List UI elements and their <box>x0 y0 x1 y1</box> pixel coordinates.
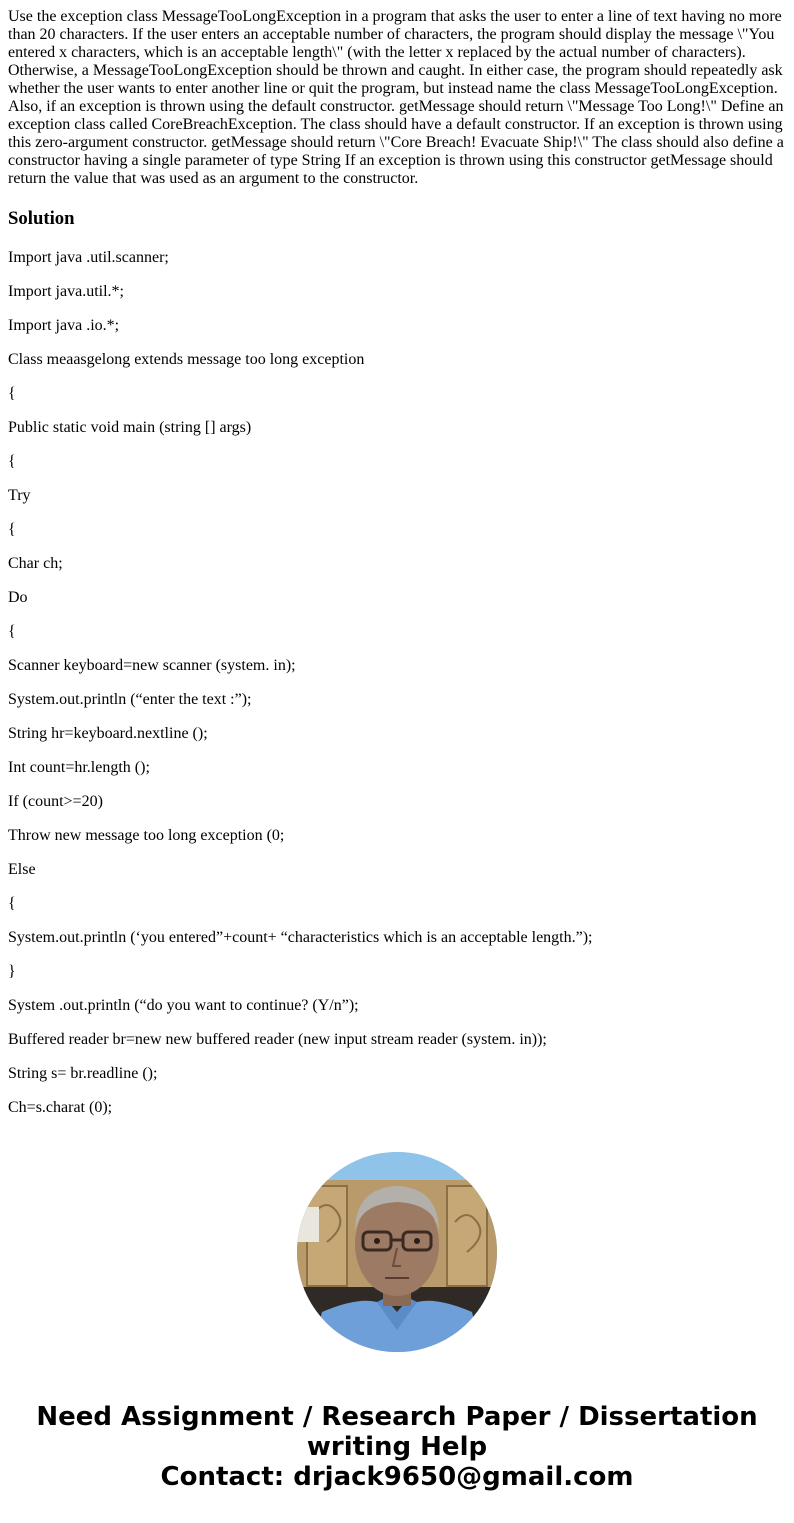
avatar-container <box>0 1152 794 1352</box>
code-line: If (count>=20) <box>8 793 103 810</box>
code-line: Class meaasgelong extends message too long exception <box>8 351 365 368</box>
banner-line-2: writing Help <box>306 1432 488 1462</box>
code-line: Import java.util.*; <box>8 283 124 300</box>
avatar <box>297 1152 497 1352</box>
code-line: Ch=s.charat (0); <box>8 1099 113 1116</box>
code-line: Int count=hr.length (); <box>8 759 150 776</box>
code-line: Else <box>8 861 36 878</box>
code-line: Import java .util.scanner; <box>8 249 169 266</box>
code-line: } <box>8 963 16 980</box>
code-line: { <box>8 453 16 470</box>
code-line: String hr=keyboard.nextline (); <box>8 725 208 742</box>
code-line: Buffered reader br=new new buffered reader (new input stream reader (system. in)); <box>8 1031 547 1048</box>
code-line: String s= br.readline (); <box>8 1065 158 1082</box>
code-line: System.out.println (‘you entered”+count+ “characteristics which is an acceptable length.”); <box>8 929 593 946</box>
code-line: { <box>8 521 16 538</box>
code-line: Throw new message too long exception (0; <box>8 827 285 844</box>
banner-line-1: Need Assignment / Research Paper / Dissertation <box>36 1402 758 1432</box>
solution-code <box>8 249 786 1117</box>
code-line: System.out.println (“enter the text :”); <box>8 691 252 708</box>
solution-heading: Solution <box>8 208 75 229</box>
code-line: Char ch; <box>8 555 63 572</box>
question-text: Use the exception class MessageTooLongException in a program that asks the user to enter a line of text having no more than 20 characters. If the user enters an acceptable number of characters, the program should display the message \"You entered x characters, which is an acceptable length\" (with the letter x replaced by the actual number of characters). Otherwise, a MessageTooLongException should be thrown and caught. In either case, the program should repeatedly ask whether the user wants to enter another line or quit the program, but instead name the class MessageTooLongException. Also, if an exception is thrown using the default constructor. getMessage should return \"Message Too Long!\" Define an exception class called CoreBreachException. The class should have a default constructor. If an exception is thrown using this zero-argument constructor. getMessage should return \"Core Breach! Evacuate Ship!\" The class should also define a constructor having a single parameter of type String If an exception is thrown using this constructor getMessage should return the value that was used as an argument to the constructor. <box>8 8 784 187</box>
person-photo-icon <box>297 1152 497 1352</box>
code-line: Do <box>8 589 28 606</box>
code-line: { <box>8 895 16 912</box>
code-line: Import java .io.*; <box>8 317 120 334</box>
code-line: Try <box>8 487 31 504</box>
code-line: System .out.println (“do you want to continue? (Y/n”); <box>8 997 359 1014</box>
code-line: { <box>8 385 16 402</box>
code-line: Public static void main (string [] args) <box>8 419 252 436</box>
contact-banner <box>0 1402 794 1492</box>
code-line: { <box>8 623 16 640</box>
contact-email: Contact: drjack9650@gmail.com <box>160 1462 634 1492</box>
code-line: Scanner keyboard=new scanner (system. in); <box>8 657 296 674</box>
